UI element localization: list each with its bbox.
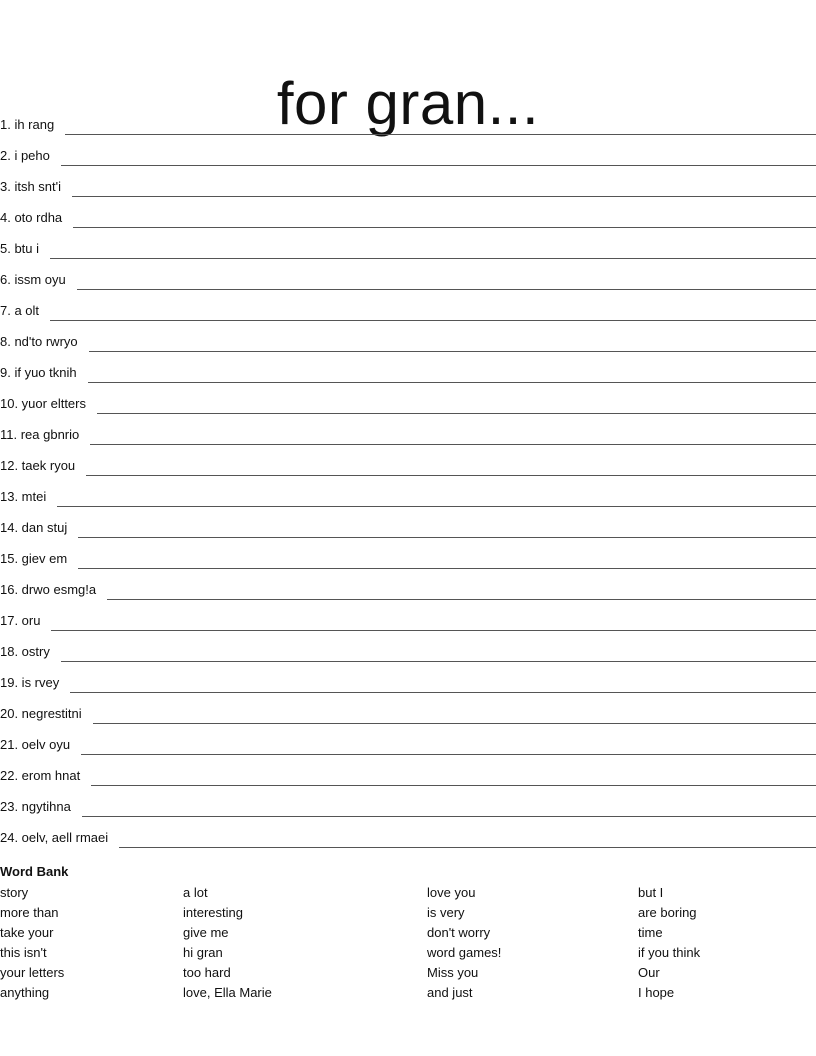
answer-line[interactable]: [78, 537, 816, 538]
word-bank-item: give me: [183, 925, 229, 940]
word-bank-item: hi gran: [183, 945, 223, 960]
word-bank-item: Our: [638, 965, 660, 980]
question-row: [0, 511, 816, 542]
question-row: [0, 759, 816, 790]
question-row: [0, 821, 816, 852]
question-label: 20. negrestitni: [0, 706, 82, 721]
answer-line[interactable]: [57, 506, 816, 507]
word-bank-item: this isn't: [0, 945, 47, 960]
question-row: [0, 697, 816, 728]
word-bank-item: more than: [0, 905, 59, 920]
word-bank-item: if you think: [638, 945, 701, 960]
answer-line[interactable]: [65, 134, 816, 135]
word-bank-item: is very: [427, 905, 465, 920]
answer-line[interactable]: [81, 754, 816, 755]
answer-line[interactable]: [72, 196, 816, 197]
word-bank-item: don't worry: [427, 925, 491, 940]
question-row: [0, 542, 816, 573]
question-label: 22. erom hnat: [0, 768, 81, 783]
answer-line[interactable]: [119, 847, 816, 848]
question-row: [0, 232, 816, 263]
question-row: [0, 387, 816, 418]
word-bank-column: [427, 883, 501, 1003]
word-bank-item: anything: [0, 985, 50, 1000]
word-bank-grid: [0, 881, 816, 1003]
question-row: [0, 325, 816, 356]
answer-line[interactable]: [73, 227, 816, 228]
word-bank-item: word games!: [427, 945, 502, 960]
question-row: [0, 790, 816, 821]
word-bank-item: are boring: [638, 905, 697, 920]
question-row: [0, 635, 816, 666]
word-bank-item: I hope: [638, 985, 675, 1000]
question-label: 5. btu i: [0, 241, 40, 256]
question-label: 11. rea gbnrio: [0, 427, 80, 442]
answer-line[interactable]: [51, 630, 816, 631]
question-label: 13. mtei: [0, 489, 47, 504]
question-row: [0, 604, 816, 635]
word-bank-item: Miss you: [427, 965, 479, 980]
question-row: [0, 201, 816, 232]
question-label: 23. ngytihna: [0, 799, 71, 814]
word-bank-item: interesting: [183, 905, 243, 920]
question-label: 14. dan stuj: [0, 520, 68, 535]
question-row: [0, 418, 816, 449]
question-row: [0, 139, 816, 170]
question-list: [0, 108, 816, 852]
answer-line[interactable]: [86, 475, 816, 476]
question-label: 21. oelv oyu: [0, 737, 71, 752]
question-label: 12. taek ryou: [0, 458, 76, 473]
word-bank-item: a lot: [183, 885, 208, 900]
answer-line[interactable]: [78, 568, 816, 569]
question-label: 7. a olt: [0, 303, 40, 318]
question-label: 24. oelv, aell rmaei: [0, 830, 109, 845]
question-row: [0, 294, 816, 325]
word-bank-item: too hard: [183, 965, 231, 980]
word-bank-item: time: [638, 925, 663, 940]
question-row: [0, 666, 816, 697]
question-label: 17. oru: [0, 613, 41, 628]
question-label: 3. itsh snt'i: [0, 179, 62, 194]
answer-line[interactable]: [61, 661, 816, 662]
word-bank-item: and just: [427, 985, 473, 1000]
word-bank-item: love you: [427, 885, 476, 900]
question-label: 9. if yuo tknih: [0, 365, 77, 380]
word-bank-column: [0, 883, 64, 1003]
question-row: [0, 728, 816, 759]
answer-line[interactable]: [61, 165, 816, 166]
answer-line[interactable]: [93, 723, 816, 724]
question-label: 2. i peho: [0, 148, 50, 163]
page-title: for gran...: [276, 70, 540, 138]
word-bank-title: Word Bank: [0, 864, 69, 879]
answer-line[interactable]: [90, 444, 816, 445]
word-bank-item: your letters: [0, 965, 65, 980]
question-row: [0, 480, 816, 511]
question-row: [0, 573, 816, 604]
question-row: [0, 108, 816, 139]
question-row: [0, 170, 816, 201]
question-label: 10. yuor eltters: [0, 396, 86, 411]
question-label: 1. ih rang: [0, 117, 55, 132]
question-label: 19. is rvey: [0, 675, 60, 690]
word-bank-item: story: [0, 885, 29, 900]
word-bank-item: take your: [0, 925, 54, 940]
answer-line[interactable]: [50, 258, 816, 259]
question-label: 15. giev em: [0, 551, 68, 566]
answer-line[interactable]: [82, 816, 816, 817]
answer-line[interactable]: [89, 351, 816, 352]
question-label: 4. oto rdha: [0, 210, 63, 225]
answer-line[interactable]: [88, 382, 816, 383]
question-label: 16. drwo esmg!a: [0, 582, 97, 597]
question-row: [0, 263, 816, 294]
question-row: [0, 356, 816, 387]
word-bank: [0, 863, 816, 1003]
answer-line[interactable]: [107, 599, 816, 600]
word-bank-column: [183, 883, 272, 1003]
answer-line[interactable]: [91, 785, 816, 786]
word-bank-item: but I: [638, 885, 664, 900]
answer-line[interactable]: [77, 289, 816, 290]
answer-line[interactable]: [97, 413, 816, 414]
question-row: [0, 449, 816, 480]
question-label: 18. ostry: [0, 644, 50, 659]
answer-line[interactable]: [70, 692, 816, 693]
word-bank-item: love, Ella Marie: [183, 985, 272, 1000]
word-bank-column: [638, 883, 700, 1003]
answer-line[interactable]: [50, 320, 816, 321]
question-label: 8. nd'to rwryo: [0, 334, 78, 349]
question-label: 6. issm oyu: [0, 272, 66, 287]
